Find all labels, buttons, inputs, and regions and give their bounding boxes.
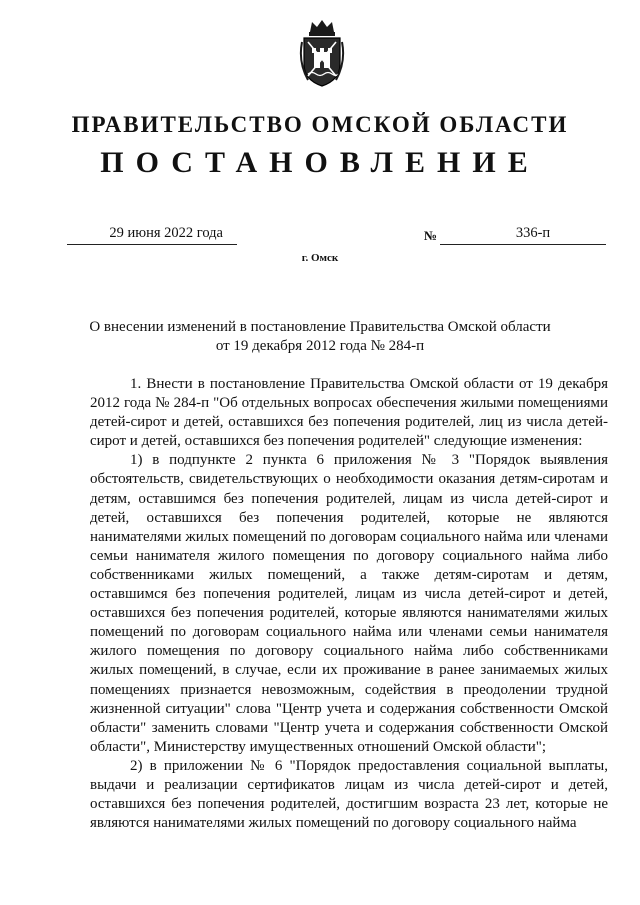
issue-place: г. Омск — [301, 252, 339, 264]
number-sign: № — [424, 228, 438, 243]
document-body — [90, 375, 608, 833]
government-title: ПРАВИТЕЛЬСТВО ОМСКОЙ ОБЛАСТИ — [71, 112, 569, 137]
subject-line-2: от 19 декабря 2012 года № 284-п — [215, 338, 425, 354]
body-paragraph: 2) в приложении № 6 "Порядок предоставления социальной выплаты, выдачи и реализации сертификатов лицам из числа детей-сирот и детей, оставшихся без попечения родителей, достигшим возраста 23 лет, которые не являются нанимателями жилых помещений по договору социального найма — [90, 757, 608, 832]
subject-line-1: О внесении изменений в постановление Правительства Омской области — [89, 319, 551, 335]
document-type-title: ПОСТАНОВЛЕНИЕ — [100, 146, 540, 179]
body-paragraph: 1. Внести в постановление Правительства Омской области от 19 декабря 2012 года № 284-п "Об отдельных вопросах обеспечения жилыми помещениями детей-сирот и детей, оставшихся без попечения родителей, лиц из числа детей-сирот и детей, оставшихся без попечения родителей" следующие изменения: — [90, 376, 608, 450]
document-date: 29 июня 2022 года — [67, 225, 237, 245]
body-paragraph: 1) в подпункте 2 пункта 6 приложения № 3 "Порядок выявления обстоятельств, свидетельствующих о необходимости оказания детям-сиротам и детям, оставшимся без попечения родителей, лицам из числа детей-сирот и детей, оставшихся без попечения родителей, которые не являются нанимателями жилых помещений по договорам социального найма или членами семьи нанимателя жилого помещения по договору социального найма либо собственниками жилых помещений, а также детям-сиротам и детям, оставшимся без попечения родителей, лицам из числа детей-сирот и детей, оставшихся без попечения родителей, которые являются нанимателями жилых помещений по договорам социального найма или членами семьи нанимателя жилого помещения по договору социального найма либо собственниками жилых помещений, в случае, если их проживание в ранее занимаемых жилых помещениях признается невозможным, содействия в преодолении трудной жизненной ситуации" слова "Центр учета и содержания собственности Омской области" заменить словами "Центр учета и содержания собственности Омской области", Министерству имущественных отношений Омской области"; — [90, 452, 608, 755]
document-subject — [80, 318, 560, 356]
omsk-coat-of-arms-icon — [298, 18, 346, 88]
document-number: 336-п — [440, 225, 606, 245]
